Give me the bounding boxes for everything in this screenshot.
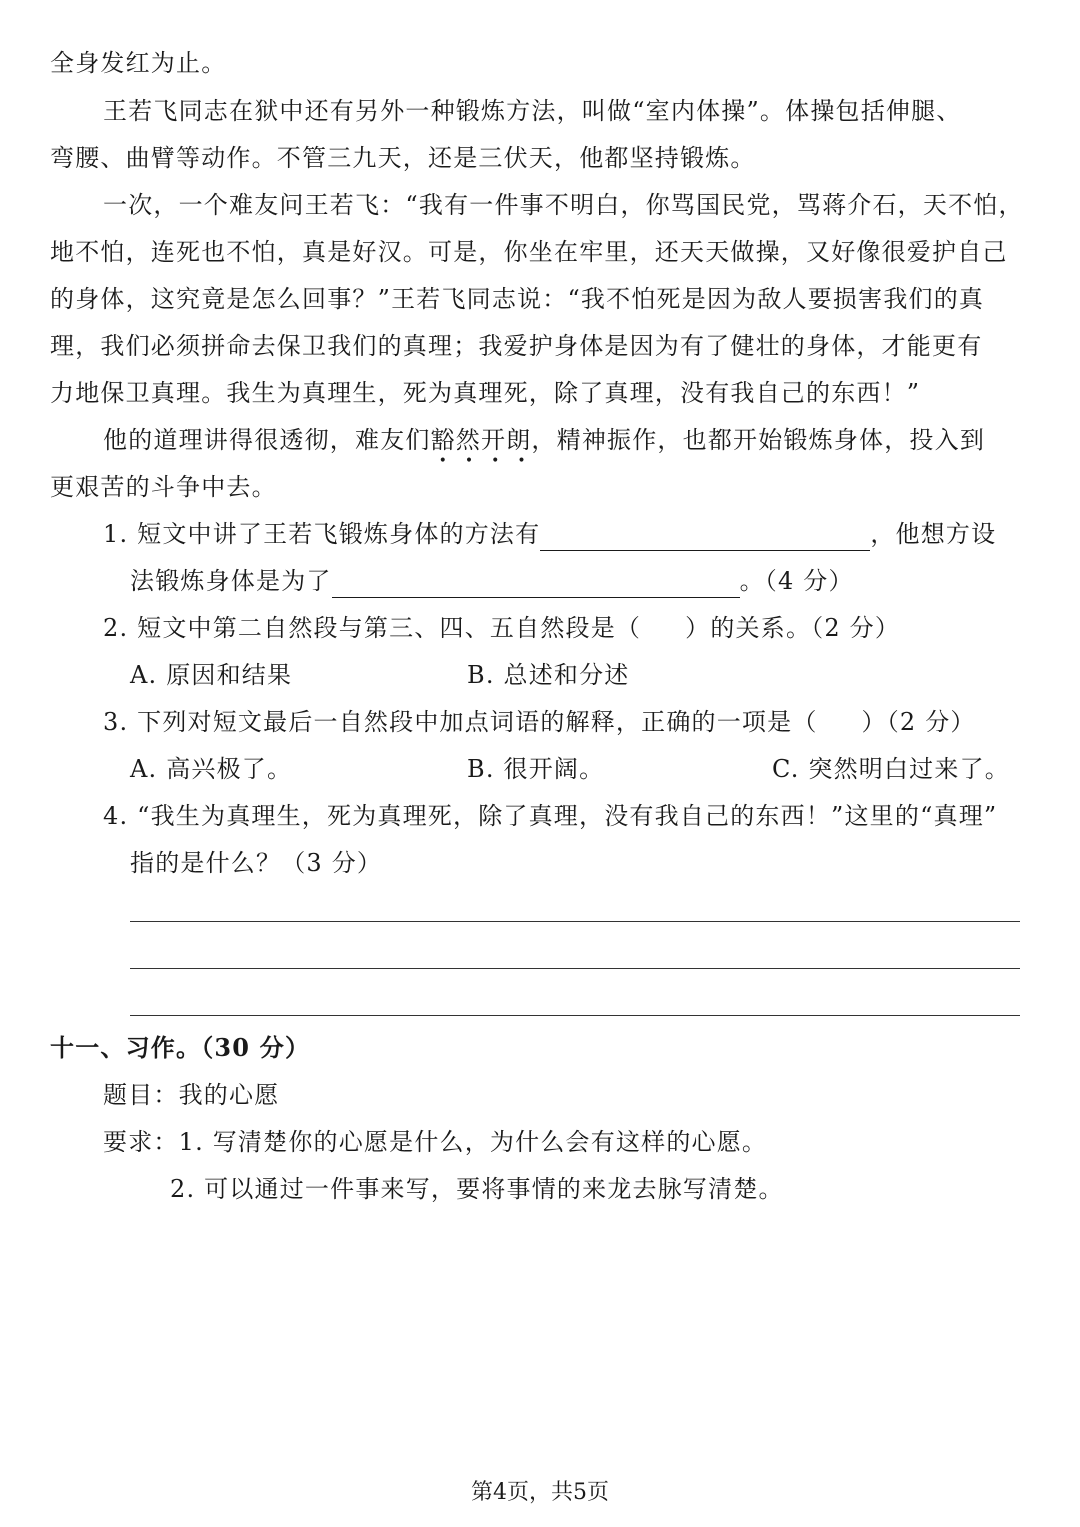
question-1 bbox=[103, 517, 996, 551]
essay-requirement-1: 要求：1. 写清楚你的心愿是什么，为什么会有这样的心愿。 bbox=[103, 1128, 768, 1156]
passage-line: 理，我们必须拼命去保卫我们的真理；我爱护身体是因为有了健壮的身体，才能更有 bbox=[50, 332, 983, 360]
passage-line: 地不怕，连死也不怕，真是好汉。可是，你坐在牢里，还天天做操，又好像很爱护自己 bbox=[50, 238, 1008, 266]
passage-line: 弯腰、曲臂等动作。不管三九天，还是三伏天，他都坚持锻炼。 bbox=[50, 144, 756, 172]
passage-line: 更艰苦的斗争中去。 bbox=[50, 473, 277, 501]
question-text: 。（4 分） bbox=[739, 567, 854, 595]
question-4-cont: 指的是什么？（3 分） bbox=[130, 849, 383, 877]
answer-line[interactable] bbox=[130, 921, 1020, 922]
emphasis-dots: •••• bbox=[438, 453, 544, 469]
passage-line: 的身体，这究竟是怎么回事？”王若飞同志说：“我不怕死是因为敌人要损害我们的真 bbox=[50, 285, 985, 313]
passage-text: 他的道理讲得很透彻，难友们 bbox=[103, 426, 431, 454]
question-3 bbox=[103, 705, 976, 739]
page-number: 第4页，共5页 bbox=[471, 1480, 609, 1505]
passage-text: ，精神振作，也都开始锻炼身体，投入到 bbox=[531, 426, 986, 454]
question-2 bbox=[103, 611, 900, 645]
question-text: ）（2 分） bbox=[861, 708, 976, 736]
question-text: ，他想方设 bbox=[870, 520, 997, 548]
passage-line bbox=[103, 423, 986, 469]
passage-line: 力地保卫真理。我生为真理生，死为真理死，除了真理，没有我自己的东西！” bbox=[50, 379, 921, 407]
q3-option-b: B. 很开阔。 bbox=[467, 755, 605, 783]
q3-option-c: C. 突然明白过来了。 bbox=[772, 755, 1010, 783]
question-text: ）的关系。（2 分） bbox=[685, 614, 901, 642]
passage-line: 王若飞同志在狱中还有另外一种锻炼方法，叫做“室内体操”。体操包括伸腿、 bbox=[103, 97, 962, 125]
question-text: 2. 短文中第二自然段与第三、四、五自然段是（ bbox=[103, 614, 642, 642]
question-text: 3. 下列对短文最后一自然段中加点词语的解释，正确的一项是（ bbox=[103, 708, 818, 736]
question-text: 1. 短文中讲了王若飞锻炼身体的方法有 bbox=[103, 520, 541, 548]
q3-option-a: A. 高兴极了。 bbox=[130, 755, 293, 783]
passage-line: 全身发红为止。 bbox=[50, 49, 227, 77]
answer-blank[interactable] bbox=[540, 522, 870, 551]
q2-option-a: A. 原因和结果 bbox=[130, 661, 293, 689]
essay-topic: 题目：我的心愿 bbox=[103, 1081, 280, 1109]
question-1-cont bbox=[130, 564, 854, 598]
q2-option-b: B. 总述和分述 bbox=[467, 661, 630, 689]
answer-line[interactable] bbox=[130, 968, 1020, 969]
answer-line[interactable] bbox=[130, 1015, 1020, 1016]
question-4: 4. “我生为真理生，死为真理死，除了真理，没有我自己的东西！”这里的“真理” bbox=[103, 802, 998, 830]
question-text: 法锻炼身体是为了 bbox=[130, 567, 332, 595]
dotted-word: 豁然开朗 •••• bbox=[430, 426, 544, 469]
section-heading: 十一、习作。（30 分） bbox=[50, 1033, 311, 1062]
answer-blank[interactable] bbox=[332, 569, 740, 598]
essay-requirement-2: 2. 可以通过一件事来写，要将事情的来龙去脉写清楚。 bbox=[170, 1175, 784, 1203]
passage-line: 一次，一个难友问王若飞：“我有一件事不明白，你骂国民党，骂蒋介石，天不怕， bbox=[103, 191, 1024, 219]
